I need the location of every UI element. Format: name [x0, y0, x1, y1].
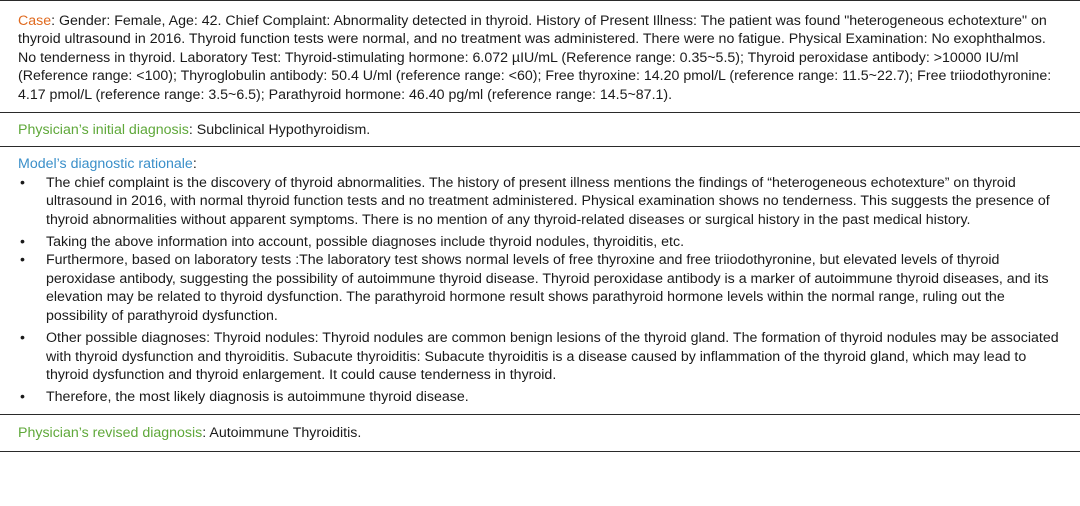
bullet-icon: •	[20, 389, 25, 406]
rationale-colon: :	[192, 156, 197, 173]
revised-diagnosis-text: : Autoimmune Thyroiditis.	[202, 424, 362, 441]
list-item	[18, 388, 1062, 406]
initial-diagnosis-text: : Subclinical Hypothyroidism.	[188, 122, 371, 139]
revised-diagnosis-label: Physician’s revised diagnosis	[18, 424, 203, 441]
list-item-text: Therefore, the most likely diagnosis is autoimmune thyroid disease.	[46, 389, 469, 406]
rationale-section	[0, 147, 1080, 413]
rationale-label: Model’s diagnostic rationale	[18, 156, 193, 173]
rationale-heading	[18, 155, 1062, 173]
list-item-text: The chief complaint is the discovery of thyroid abnormalities. The history of present illness mentions the findings of “heterogeneous echotexture” on thyroid ultrasound in 2016, with normal thyroid function tests and no treatment administered. Physical examination shows no tenderness. This suggests the presence of thyroid abnormalities without apparent symptoms. There is no mention of any thyroid-related diseases or surgical history in the past medical history.	[46, 174, 1050, 228]
list-item-text: Furthermore, based on laboratory tests :The laboratory test shows normal levels of free thyroxine and free triiodothyronine, but elevated levels of thyroid peroxidase antibody, suggesting the possibility of autoimmune thyroid disease. Thyroid peroxidase antibody is a marker of autoimmune thyroid diseases, and its elevation may be related to thyroid dysfunction. The parathyroid hormone result shows parathyroid hormone levels within the normal range, ruling out the possibility of parathyroid dysfunction.	[46, 252, 1049, 324]
list-item	[18, 233, 1062, 251]
list-item-text: Taking the above information into account, possible diagnoses include thyroid nodules, thyroiditis, etc.	[46, 234, 685, 251]
case-label: Case	[18, 13, 52, 29]
bullet-icon: •	[20, 252, 25, 269]
bullet-icon: •	[20, 234, 25, 251]
list-item	[18, 174, 1062, 229]
initial-diagnosis-section	[0, 113, 1080, 146]
rationale-list	[18, 174, 1062, 407]
case-section	[0, 1, 1080, 112]
case-text: : Gender: Female, Age: 42. Chief Complaint: Abnormality detected in thyroid. History of Present Illness: The patient was found "heterogeneous echotexture" on thyroid ultrasound in 2016. Thyroid function tests were normal, and no treatment was administered. There were no fatigue. Physical Examination: No exophthalmos. No tenderness in thyroid. Laboratory Test: Thyroid-stimulating hormone: 6.072 µIU/mL (Reference range: 0.35~5.5); Thyroid peroxidase antibody: >10000 IU/ml (Reference range: <100); Thyroglobulin antibody: 50.4 U/ml (reference range: <60); Free thyroxine: 14.20 pmol/L (reference range: 11.5~22.7); Free triiodothyronine: 4.17 pmol/L (reference range: 3.5~6.5); Parathyroid hormone: 46.40 pg/ml (reference range: 14.5~87.1).	[18, 13, 1052, 103]
bullet-icon: •	[20, 174, 25, 191]
revised-diagnosis-section	[0, 415, 1080, 451]
bottom-rule	[0, 451, 1080, 452]
list-item-text: Other possible diagnoses: Thyroid nodules: Thyroid nodules are common benign lesions of the thyroid gland. The formation of thyroid nodules may be associated with thyroid dysfunction and thyroiditis. Subacute thyroiditis: Subacute thyroiditis is a disease caused by inflammation of the thyroid gland, which may lead to thyroid dysfunction and thyroid enlargement. It could cause tenderness in thyroid.	[46, 330, 1059, 383]
list-item	[18, 251, 1062, 325]
initial-diagnosis-label: Physician’s initial diagnosis	[18, 122, 189, 139]
bullet-icon: •	[20, 330, 25, 347]
list-item	[18, 329, 1062, 384]
